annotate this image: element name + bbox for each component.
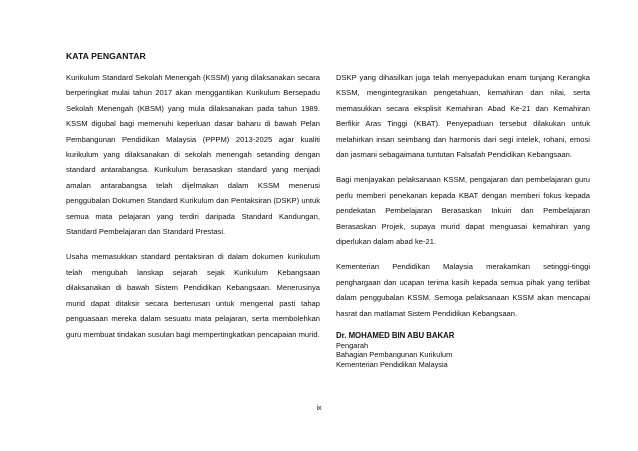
paragraph-4: Bagi menjayakan pelaksanaan KSSM, pengajaran dan pembelajaran guru perlu memberi penekanan kepada KBAT dengan memberi fokus kepada pendekatan Pembelajaran Berasaskan Inkuiri dan Pembelajaran Berasaskan Projek, supaya murid dapat menguasai kemahiran yang diperlukan dalam abad ke-21.: [336, 175, 590, 247]
paragraph-1: Kurikulum Standard Sekolah Menengah (KSSM) yang dilaksanakan secara berperingkat mulai tahun 2017 akan menggantikan Kurikulum Bersepadu Sekolah Menengah (KBSM) yang mula dilaksanakan pada tahun 1989. KSSM digubal bagi memenuhi keperluan dasar baharu di bawah Pelan Pembangunan Pendidikan Malaysia (PPPM) 2013-2025 agar kualiti kurikulum yang dilaksanakan di sekolah menengah setanding dengan standard antarabangsa. Kurikulum berasaskan standard yang menjadi amalan antarabangsa telah dijelmakan dalam KSSM menerusi penggubalan Dokumen Standard Kurikulum dan Pentaksiran (DSKP) untuk semua mata pelajaran yang terdiri daripada Standard Kandungan, Standard Pembelajaran dan Standard Prestasi.: [66, 73, 320, 237]
signatory-title: Pengarah: [336, 340, 369, 350]
page-title: KATA PENGANTAR: [66, 51, 146, 61]
signatory-department: Bahagian Pembangunan Kurikulum: [336, 350, 453, 360]
signatory-name: Dr. MOHAMED BIN ABU BAKAR: [336, 331, 455, 341]
page-number: ix: [316, 405, 322, 412]
left-column: [66, 70, 320, 352]
signatory-ministry: Kementerian Pendidikan Malaysia: [336, 359, 448, 369]
paragraph-2: Usaha memasukkan standard pentaksiran di dalam dokumen kurikulum telah mengubah lanskap sejarah sejak Kurikulum Kebangsaan dilaksanakan di bawah Sistem Pendidikan Kebangsaan. Menerusinya murid dapat ditaksir secara berterusan untuk mengenal pasti tahap penguasaan mereka dalam sesuatu mata pelajaran, serta membolehkan guru membuat tindakan susulan bagi mempertingkatkan pencapaian murid.: [66, 252, 320, 339]
paragraph-3: DSKP yang dihasilkan juga telah menyepadukan enam tunjang Kerangka KSSM, mengintegrasikan pengetahuan, kemahiran dan nilai, serta memasukkan secara eksplisit Kemahiran Abad Ke-21 dan Kemahiran Berfikir Aras Tinggi (KBAT). Penyepaduan tersebut dilakukan untuk melahirkan insan seimbang dan harmonis dari segi intelek, rohani, emosi dan jasmani sebagaimana tuntutan Falsafah Pendidikan Kebangsaan.: [336, 73, 590, 160]
paragraph-5: Kementerian Pendidikan Malaysia merakamkan setinggi-tinggi penghargaan dan ucapan terima kasih kepada semua pihak yang terlibat dalam penggubalan KSSM. Semoga pelaksanaan KSSM akan mencapai hasrat dan matlamat Sistem Pendidikan Kebangsaan.: [336, 262, 590, 318]
right-column: [336, 70, 590, 369]
signature-block: [336, 331, 590, 369]
